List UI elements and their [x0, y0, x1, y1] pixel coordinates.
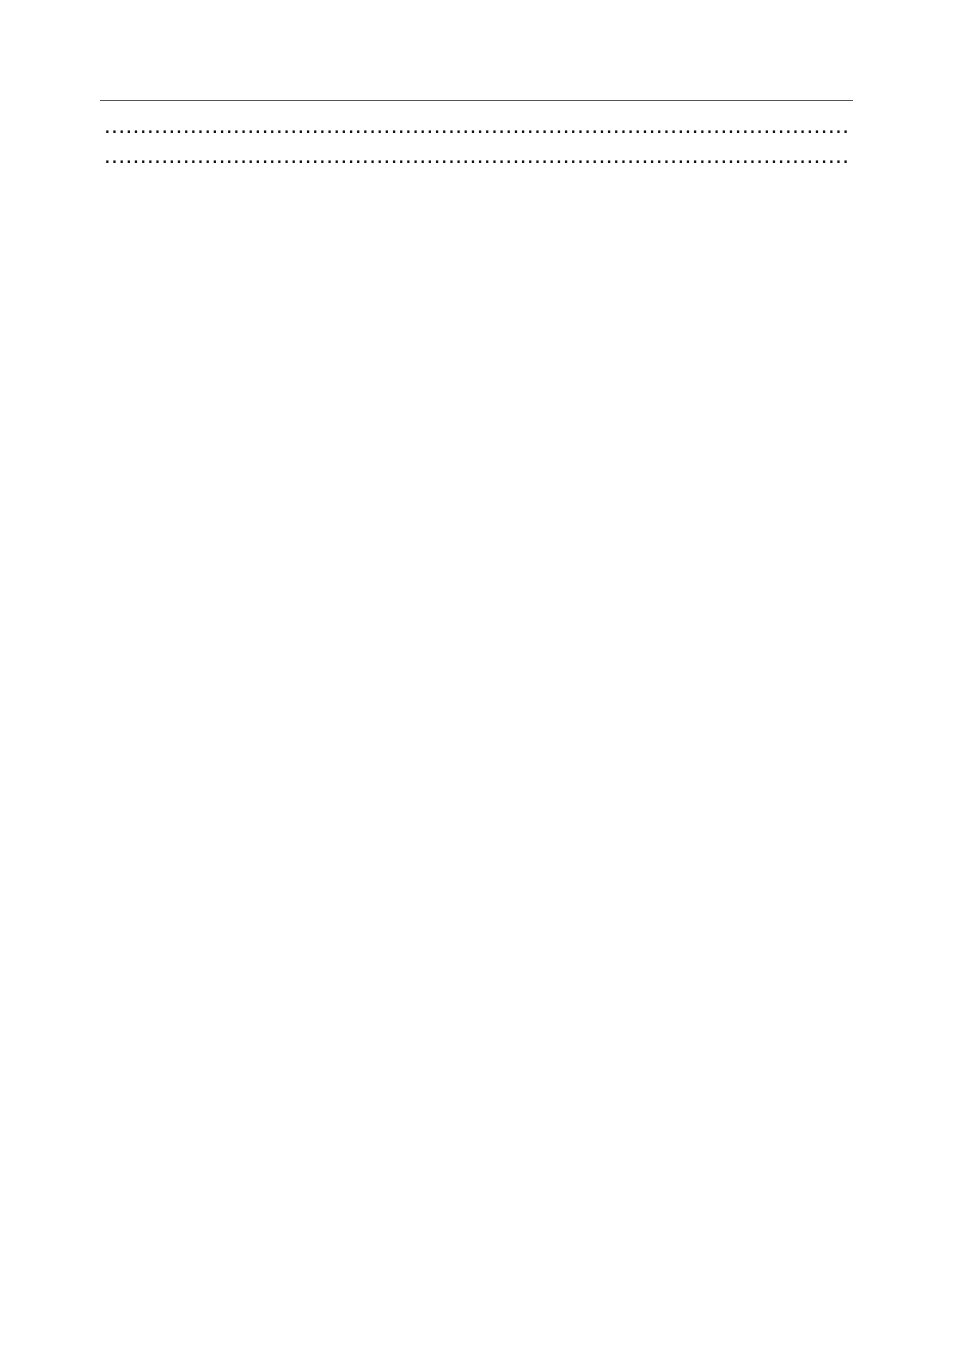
- dot-leader: [104, 141, 849, 171]
- table-of-contents: [100, 50, 853, 172]
- toc-entry-for-macintosh: [100, 141, 853, 171]
- toc-entry-for-windows: [100, 111, 853, 141]
- chapter-heading: [100, 60, 853, 101]
- dot-leader: [104, 111, 849, 141]
- chapter-title-group: [100, 60, 146, 94]
